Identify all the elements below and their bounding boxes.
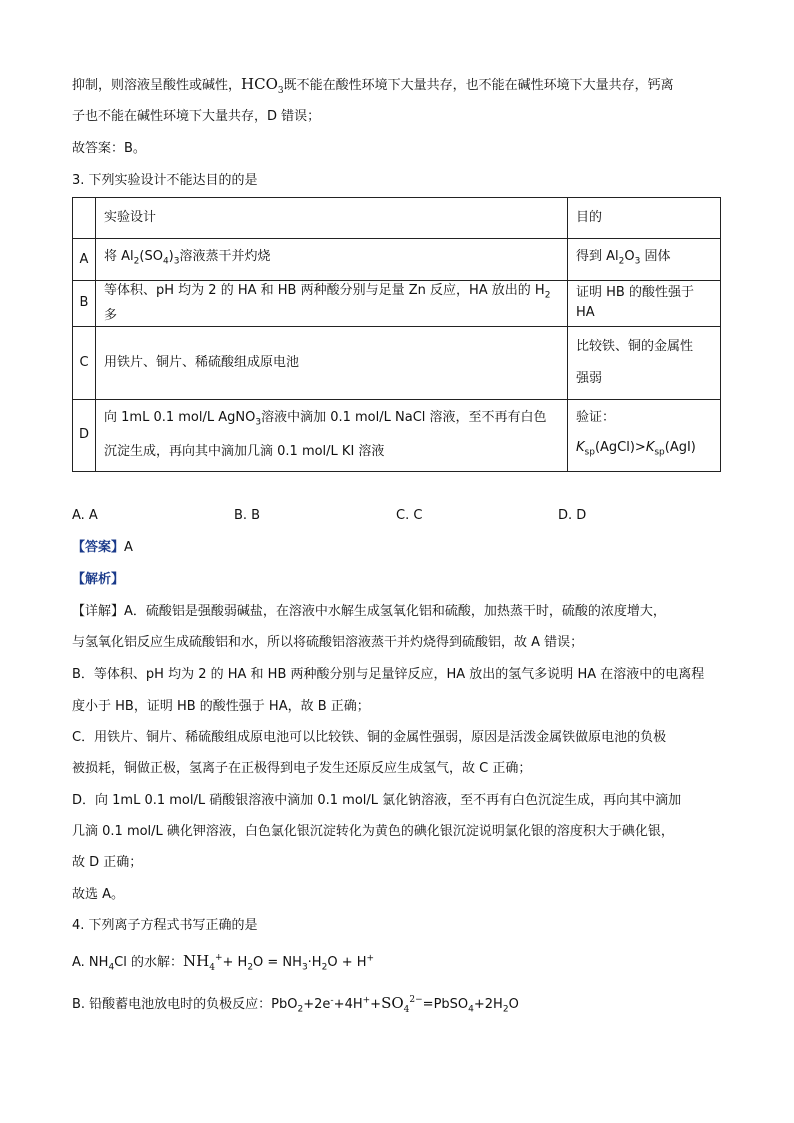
header-cell-id — [73, 198, 96, 239]
row-aim: 验证： $K_{sp}(AgCl)>K_{sp}(AgI)$ — [568, 399, 721, 471]
explanation-line: D．向 1mL 0.1 mol/L 硝酸银溶液中滴加 0.1 mol/L 氯化钠溶液，至不再有白色沉淀生成，再向其中滴加 — [72, 793, 682, 808]
answer-value: A — [124, 540, 133, 555]
table-row — [73, 239, 721, 281]
explanation-line: 度小于 HB，证明 HB 的酸性强于 HA，故 B 正确； — [72, 699, 370, 714]
explanation-line: B．等体积、pH 均为 2 的 HA 和 HB 两种酸分别与足量锌反应，HA 放出的氢气多说明 HA 在溶液中的电离程 — [72, 667, 705, 682]
analysis-label: 【解析】 — [72, 572, 125, 587]
question4-option-b: B. 铅酸蓄电池放电时的负极反应：$PbO_2+2e^-+4H^++SO_4^{2-}=PbSO_4+2H_2O$ — [72, 994, 519, 1015]
table-header-row — [73, 198, 721, 239]
option-a: A. A — [72, 508, 98, 523]
option-b: B. B — [234, 508, 261, 523]
row-design: 将 $Al_2(SO_4)_3$溶液蒸干并灼烧 — [96, 239, 568, 281]
explanation-line: 被损耗，铜做正极，氢离子在正极得到电子发生还原反应生成氢气，故 C 正确； — [72, 761, 532, 776]
row-design: 向 1mL 0.1 mol/L AgNO$_3$溶液中滴加 0.1 mol/L NaCl 溶液，至不再有白色 沉淀生成，再向其中滴加几滴 0.1 mol/L KI 溶液 — [96, 399, 568, 471]
explanation-line: 几滴 0.1 mol/L 碘化钾溶液，白色氯化银沉淀转化为黄色的碘化银沉淀说明氯化银的溶度积大于碘化银， — [72, 824, 674, 839]
answer-label: 【答案】 — [72, 540, 125, 555]
question4-option-a: A. $NH_4Cl$ 的水解：$NH_4^++ H_2O = NH_3\cdot H_2O + H^+$ — [72, 952, 375, 973]
explanation-line: 与氢氧化铝反应生成硫酸铝和水，所以将硫酸铝溶液蒸干并灼烧得到硫酸铝，故 A 错误； — [72, 635, 584, 650]
question4-stem: 4. 下列离子方程式书写正确的是 — [72, 918, 258, 933]
answer-line — [72, 538, 133, 558]
prev-explanation-line1: 抑制，则溶液呈酸性或碱性，$HCO_3$既不能在酸性环境下大量共存，也不能在碱性环境下大量共存，钙离 — [72, 75, 674, 96]
row-id: A — [73, 239, 96, 281]
detail-label: 【详解】 — [72, 604, 125, 619]
question3-stem: 3. 下列实验设计不能达目的的是 — [72, 173, 258, 188]
row-id: D — [73, 399, 96, 471]
option-d: D. D — [558, 508, 587, 523]
explanation-line: 【详解】A．硫酸铝是强酸弱碱盐，在溶液中水解生成氢氧化铝和硫酸，加热蒸干时，硫酸的浓度增大， — [72, 604, 666, 619]
row-aim: 比较铁、铜的金属性 强弱 — [568, 326, 721, 399]
row-aim: 证明 HB 的酸性强于 HA — [568, 281, 721, 327]
question3-options — [72, 508, 722, 528]
table-row — [73, 281, 721, 327]
row-id: B — [73, 281, 96, 327]
option-c: C. C — [396, 508, 423, 523]
prev-conclusion: 故答案：B。 — [72, 141, 146, 156]
row-aim: 得到 $Al_2O_3$ 固体 — [568, 239, 721, 281]
table-row — [73, 399, 721, 471]
question3-table — [72, 197, 721, 472]
table-row — [73, 326, 721, 399]
explanation-line: 故 D 正确； — [72, 855, 143, 870]
header-cell-design: 实验设计 — [96, 198, 568, 239]
header-cell-aim: 目的 — [568, 198, 721, 239]
row-design: 等体积、pH 均为 2 的 HA 和 HB 两种酸分别与足量 Zn 反应，HA 放出的 $H_2$ 多 — [96, 281, 568, 327]
explanation-line: C．用铁片、铜片、稀硫酸组成原电池可以比较铁、铜的金属性强弱，原因是活泼金属铁做原电池的负极 — [72, 730, 667, 745]
row-id: C — [73, 326, 96, 399]
prev-explanation-line2: 子也不能在碱性环境下大量共存，D 错误； — [72, 109, 321, 124]
question3-conclusion: 故选 A。 — [72, 887, 125, 902]
row-design: 用铁片、铜片、稀硫酸组成原电池 — [96, 326, 568, 399]
